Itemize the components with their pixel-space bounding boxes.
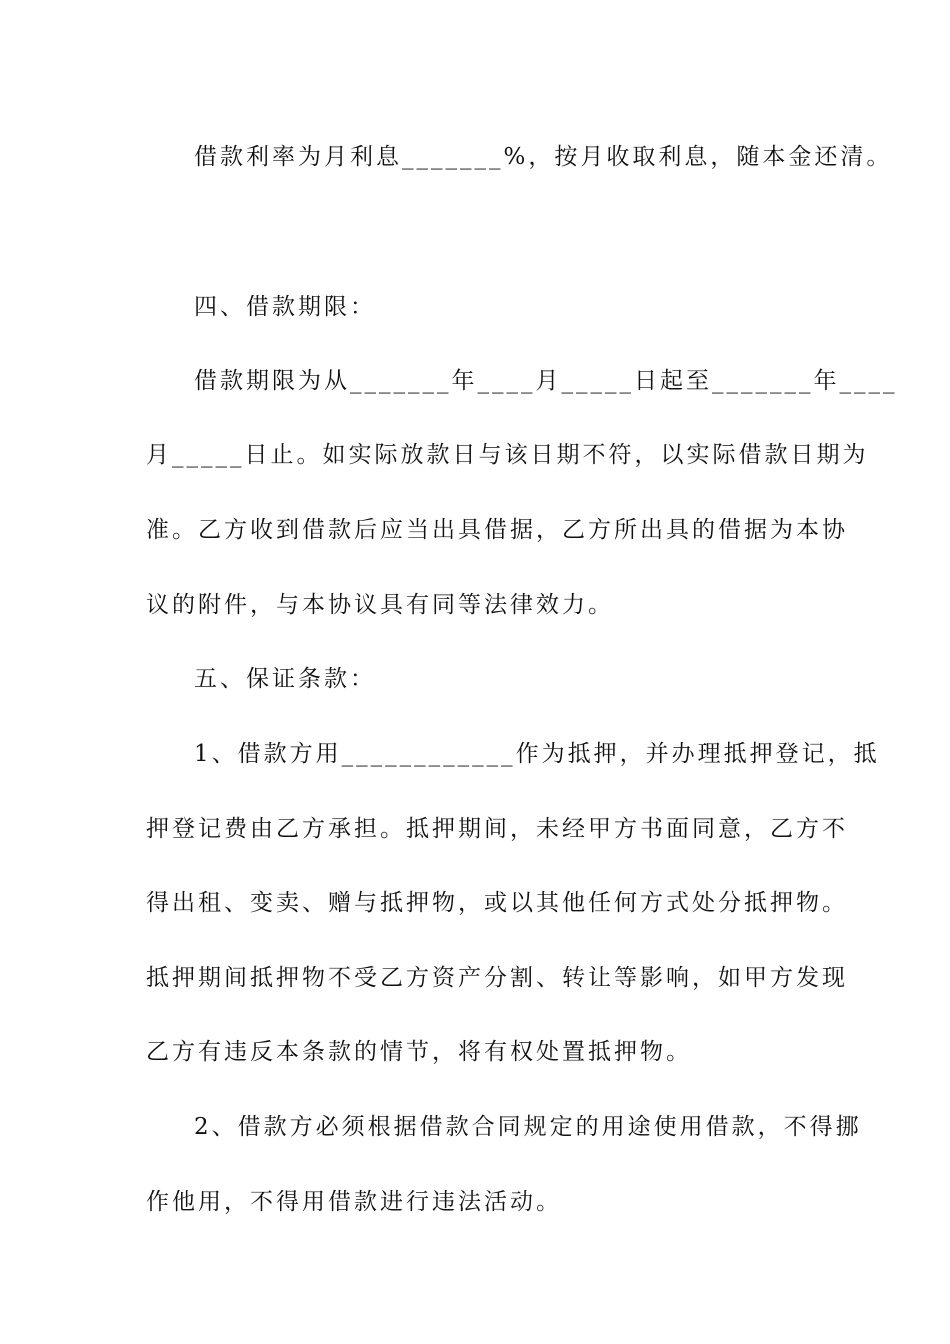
loan-term-line-4: 议的附件，与本协议具有同等法律效力。 — [146, 592, 614, 618]
loan-term-line-3: 准。乙方收到借款后应当出具借据，乙方所出具的借据为本协 — [146, 517, 848, 543]
loan-term-line-1: 借款期限为从_______年____月_____日起至_______年____ — [194, 368, 898, 394]
loan-term-line-2: 月_____日止。如实际放款日与该日期不符，以实际借款日期为 — [146, 442, 869, 468]
clause-1-line-5: 乙方有违反本条款的情节，将有权处置抵押物。 — [146, 1039, 692, 1065]
clause-1-line-2: 押登记费由乙方承担。抵押期间，未经甲方书面同意，乙方不 — [146, 816, 848, 842]
clause-1-line-1: 1、借款方用____________作为抵押，并办理抵押登记，抵 — [194, 741, 880, 767]
clause-1-line-3: 得出租、变卖、赠与抵押物，或以其他任何方式处分抵押物。 — [146, 890, 848, 916]
clause-2-line-1: 2、借款方必须根据借款合同规定的用途使用借款，不得挪 — [194, 1114, 862, 1140]
clause-2-line-2: 作他用，不得用借款进行违法活动。 — [146, 1189, 562, 1215]
section-4-heading: 四、借款期限： — [194, 294, 376, 320]
clause-1-line-4: 抵押期间抵押物不受乙方资产分割、转让等影响，如甲方发现 — [146, 965, 848, 991]
interest-rate-line: 借款利率为月利息_______%，按月收取利息，随本金还清。 — [194, 144, 893, 170]
section-5-heading: 五、保证条款： — [194, 666, 376, 692]
